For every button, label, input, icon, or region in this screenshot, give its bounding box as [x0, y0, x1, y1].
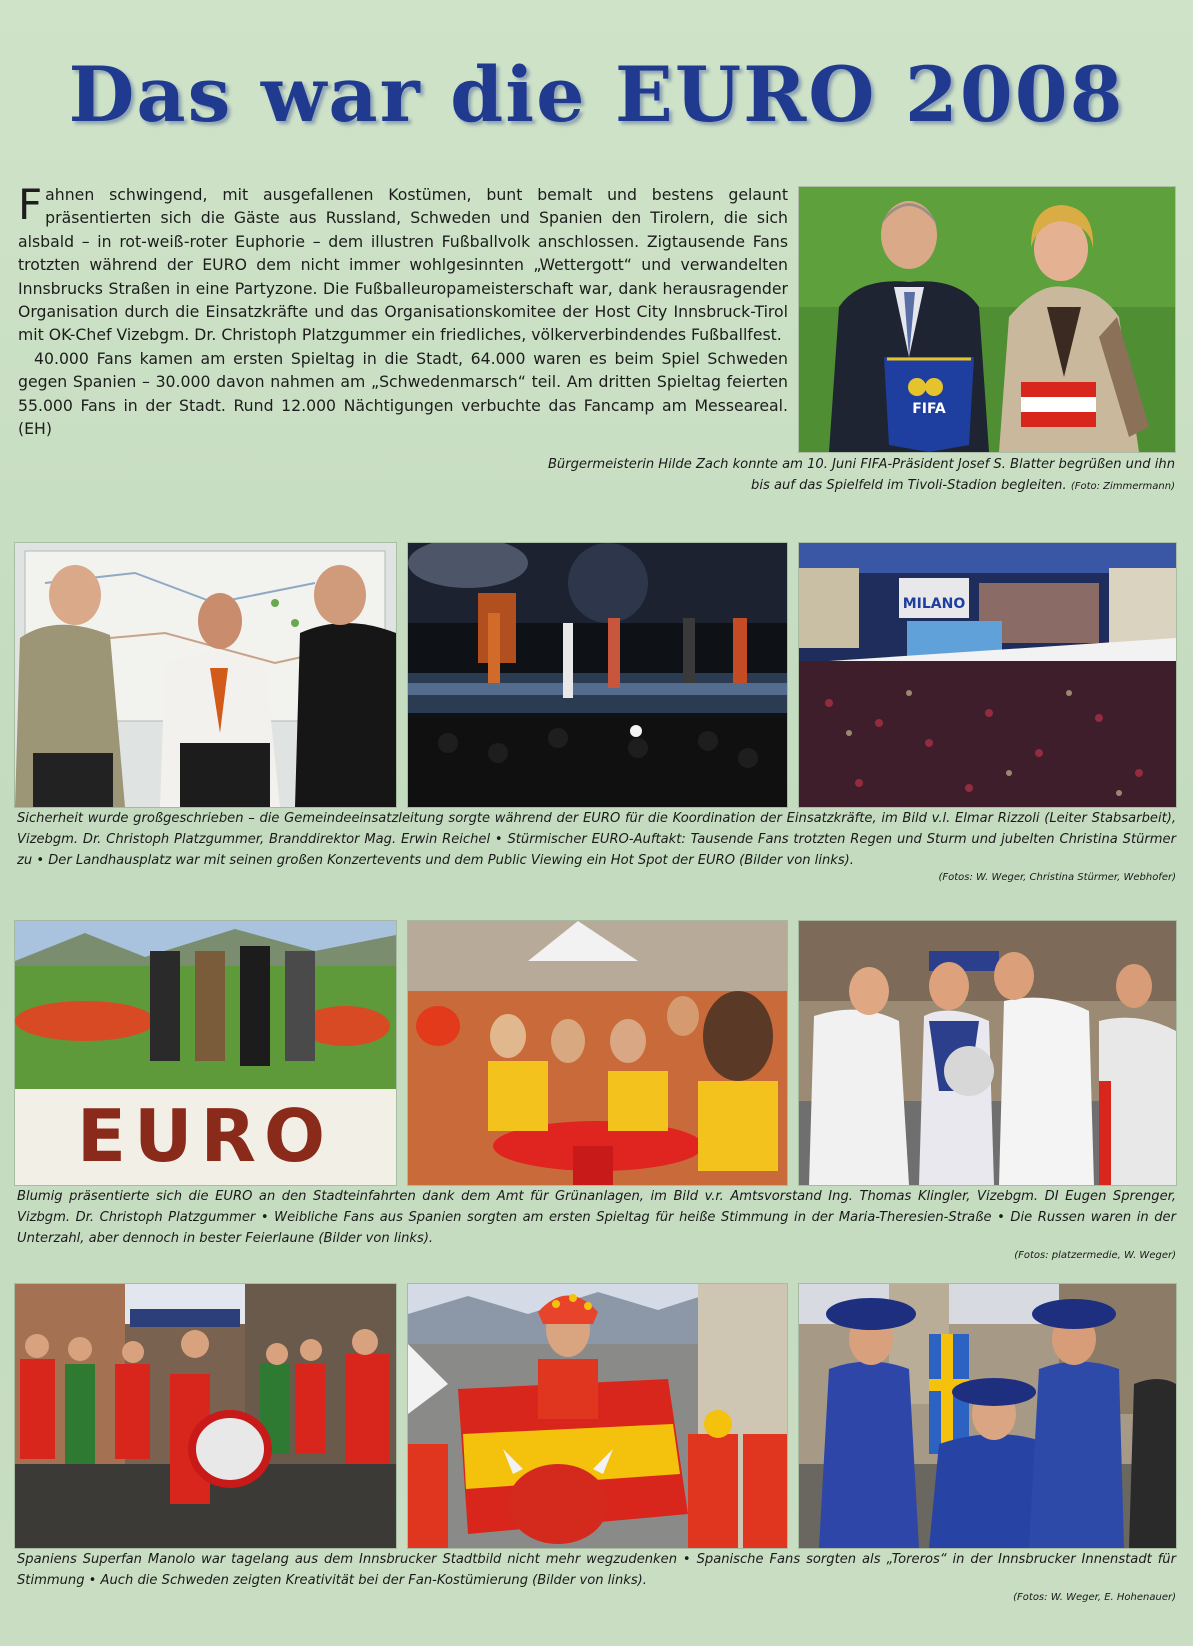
photo-manolo-drum: [15, 1284, 396, 1548]
fifa-pennant-text: FIFA: [912, 401, 946, 417]
caption-row-2-credit: (Fotos: platzermedie, W. Weger): [1014, 1250, 1176, 1261]
caption-row-3-text: Spaniens Superfan Manolo war tagelang aus dem Innsbrucker Stadtbild nicht mehr wegzudenken • Spanische Fans sorgten als „Toreros“ in der Innsbrucker Innenstadt für Stimmung • Auch die Schweden zeigten Kreativität bei der Fan-Kostümierung (Bilder von links).: [17, 1552, 1176, 1588]
caption-row-1-credit: (Fotos: W. Weger, Christina Stürmer, Webhofer): [938, 872, 1176, 883]
intro-paragraph-1-text: ahnen schwingend, mit ausgefallenen Kostümen, bunt bemalt und bestens gelaunt präsentierten sich die Gäste aus Russland, Schweden und Spanien den Tirolern, die sich alsbald – in rot-weiß-roter Euphorie – dem illustren Fußballvolk anschlossen. Zigtausende Fans trotzten während der EURO dem nicht immer wohlgesinnten „Wettergott“ und verwandelten Innsbrucks Straßen in eine Partyzone. Die Fußballeuropameisterschaft war, dank herausragender Organisation durch die Einsatzkräfte und das Organisationskomitee der Host City Innsbruck-Tirol mit OK-Chef Vizebgm. Dr. Christoph Platzgummer ein friedliches, völkerverbindendes Fußballfest.: [18, 185, 788, 345]
intro-text: [18, 180, 788, 440]
photo-security-team: [15, 543, 396, 807]
page-title: Das war die EURO 2008: [68, 50, 1125, 139]
photo-swedish-fans: [799, 1284, 1176, 1548]
photo-spanish-fans: [408, 921, 787, 1185]
caption-row-3: [17, 1549, 1176, 1605]
intro-paragraph-2: 40.000 Fans kamen am ersten Spieltag in die Stadt, 64.000 waren es beim Spiel Schweden gegen Spanien – 30.000 davon nahmen am „Schwedenmarsch“ teil. Am dritten Spieltag feierten 55.000 Fans in der Stadt. Rund 12.000 Nächtigungen verbuchte das Fancamp am Messeareal. (EH): [18, 348, 788, 439]
photo-flower-euro: [15, 921, 396, 1185]
intro-paragraph-1: [18, 180, 788, 347]
drop-cap: F: [18, 180, 43, 229]
caption-top-text: Bürgermeisterin Hilde Zach konnte am 10. Juni FIFA-Präsident Josef S. Blatter begrüßen und ihn bis auf das Spielfeld im Tivoli-Stadion begleiten.: [547, 457, 1175, 493]
flower-bed-text: EURO: [76, 1094, 334, 1178]
photo-landhausplatz: [799, 543, 1176, 807]
photo-concert-stage: [408, 543, 787, 807]
caption-row-1: [17, 808, 1176, 885]
milano-sign-text: MILANO: [902, 596, 966, 612]
photo-mayor-blatter: [799, 187, 1175, 452]
caption-row-1-text: Sicherheit wurde großgeschrieben – die Gemeindeeinsatzleitung sorgte während der EURO für die Koordination der Einsatzkräfte, im Bild v.l. Elmar Rizzoli (Leiter Stabsarbeit), Vizebgm. Dr. Christoph Platzgummer, Branddirektor Mag. Erwin Reichel • Stürmischer EURO-Auftakt: Tausende Fans trotzten Regen und Sturm und jubelten Christina Stürmer zu • Der Landhausplatz war mit seinen großen Konzertevents und dem Public Viewing ein Hot Spot der EURO (Bilder von links).: [17, 811, 1176, 868]
caption-top: [540, 454, 1175, 497]
photo-toreros: [408, 1284, 787, 1548]
caption-top-credit: (Foto: Zimmermann): [1070, 481, 1175, 492]
photo-russian-fans: [799, 921, 1176, 1185]
caption-row-2: [17, 1186, 1176, 1263]
caption-row-2-text: Blumig präsentierte sich die EURO an den Stadteinfahrten dank dem Amt für Grünanlagen, im Bild v.r. Amtsvorstand Ing. Thomas Klingler, Vizebgm. DI Eugen Sprenger, Vizbgm. Dr. Christoph Platzgummer • Weibliche Fans aus Spanien sorgten am ersten Spieltag für heiße Stimmung in der Maria-Theresien-Straße • Die Russen waren in der Unterzahl, aber dennoch in bester Feierlaune (Bilder von links).: [17, 1189, 1176, 1246]
caption-row-3-credit: (Fotos: W. Weger, E. Hohenauer): [1013, 1592, 1176, 1603]
